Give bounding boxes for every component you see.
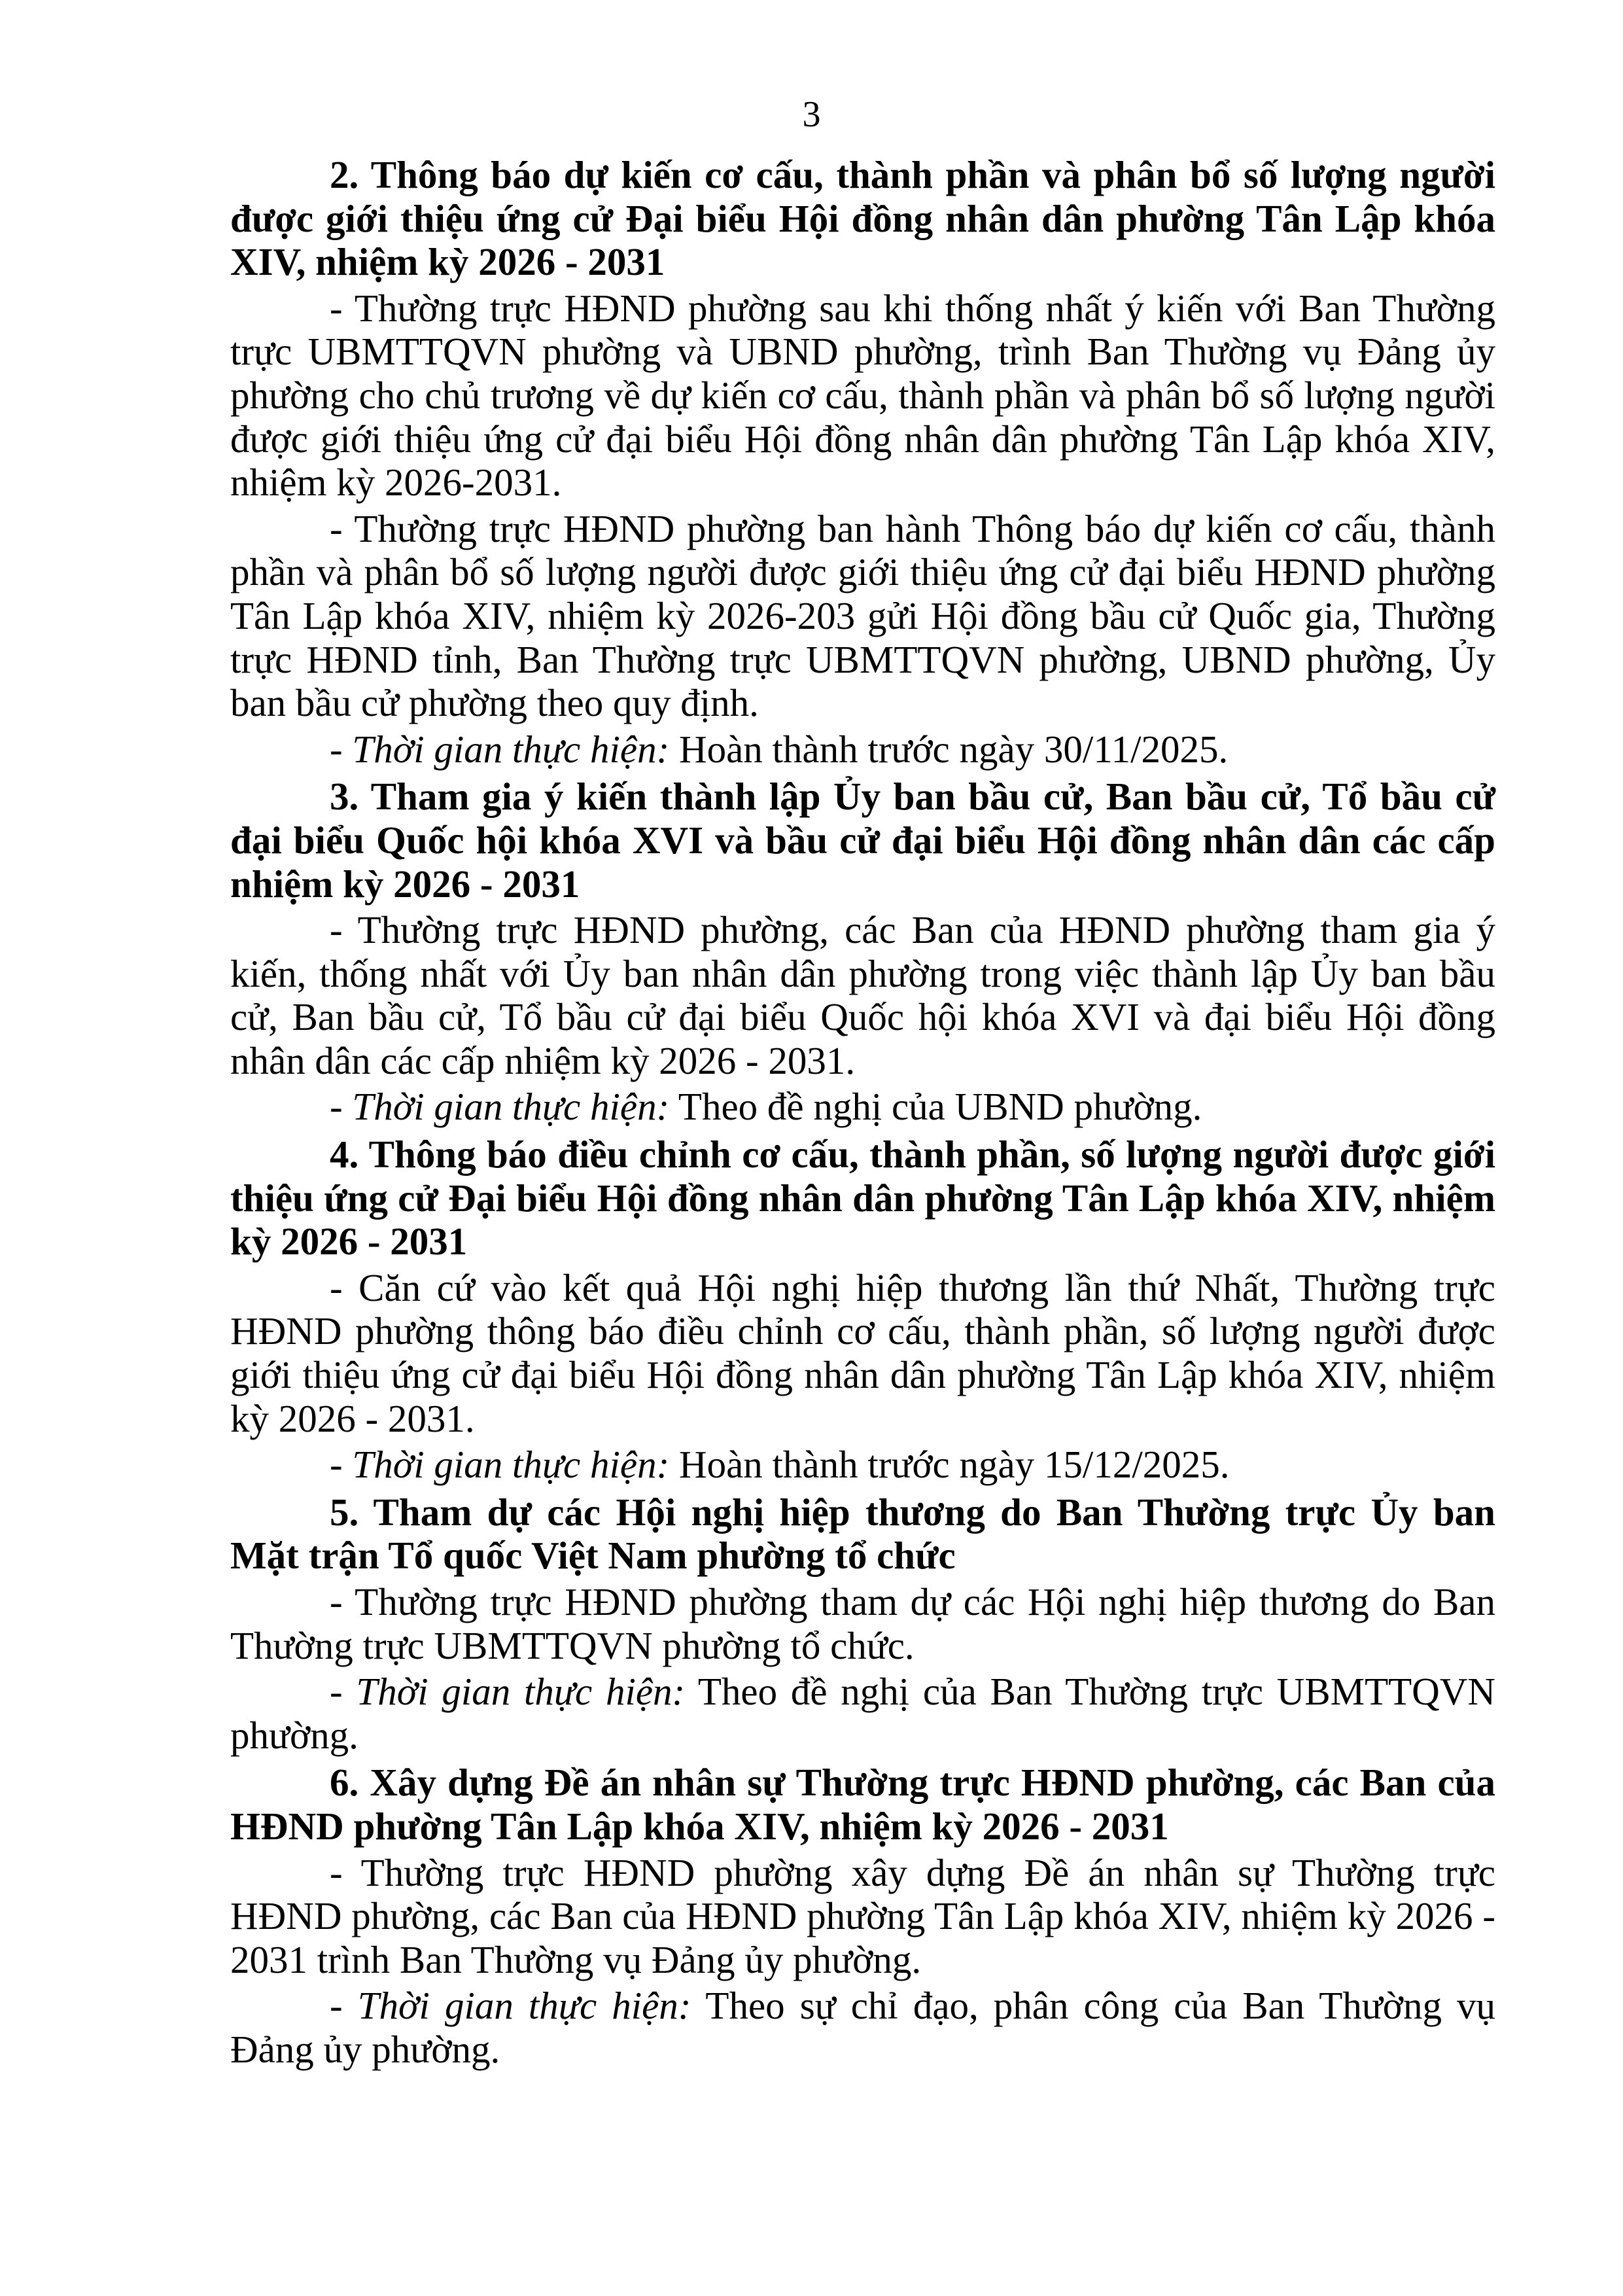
time-label: - Thời gian thực hiện: — [330, 1443, 670, 1487]
time-line — [230, 728, 1495, 771]
section-paragraph: - Thường trực HĐND phường ban hành Thông báo dự kiến cơ cấu, thành phần và phân bổ số lượng người được giới thiệu ứng cử đại biểu HĐND phường Tân Lập khóa XIV, nhiệm kỳ 2026-203 gửi Hội đồng bầu cử Quốc gia, Thường trực HĐND tỉnh, Ban Thường trực UBMTTQVN phường, UBND phường, Ủy ban bầu cử phường theo quy định. — [230, 506, 1495, 725]
time-line — [230, 1085, 1495, 1129]
time-label: - Thời gian thực hiện: — [330, 1984, 691, 2028]
section-heading: 6. Xây dựng Đề án nhân sự Thường trực HĐND phường, các Ban của HĐND phường Tân Lập khóa XIV, nhiệm kỳ 2026 - 2031 — [230, 1761, 1495, 1848]
time-label: - Thời gian thực hiện: — [330, 1085, 670, 1129]
section-heading: 5. Tham dự các Hội nghị hiệp thương do Ban Thường trực Ủy ban Mặt trận Tổ quốc Việt Nam phường tổ chức — [230, 1490, 1495, 1578]
time-value: Theo sự chỉ đạo, phân công của Ban Thường vụ Đảng ủy phường. — [230, 1984, 1496, 2071]
time-line — [230, 1670, 1495, 1757]
time-value: Hoàn thành trước ngày 15/12/2025. — [669, 1443, 1230, 1487]
time-value: Hoàn thành trước ngày 30/11/2025. — [669, 727, 1229, 771]
section-paragraph: - Thường trực HĐND phường, các Ban của HĐND phường tham gia ý kiến, thống nhất với Ủy ban nhân dân phường trong việc thành lập Ủy ban bầu cử, Ban bầu cử, Tổ bầu cử đại biểu Quốc hội khóa XVI và đại biểu Hội đồng nhân dân các cấp nhiệm kỳ 2026 - 2031. — [230, 908, 1495, 1082]
section-5 — [230, 1491, 1495, 1757]
section-3 — [230, 775, 1495, 1129]
time-line — [230, 1443, 1495, 1487]
time-value: Theo đề nghị của UBND phường. — [669, 1085, 1202, 1129]
section-heading: 2. Thông báo dự kiến cơ cấu, thành phần và phân bổ số lượng người được giới thiệu ứng cử Đại biểu Hội đồng nhân dân phường Tân Lập khóa XIV, nhiệm kỳ 2026 - 2031 — [230, 153, 1495, 284]
section-heading: 3. Tham gia ý kiến thành lập Ủy ban bầu cử, Ban bầu cử, Tổ bầu cử đại biểu Quốc hội khóa XVI và bầu cử đại biểu Hội đồng nhân dân các cấp nhiệm kỳ 2026 - 2031 — [230, 775, 1495, 906]
document-body — [230, 150, 1495, 2075]
section-paragraph: - Thường trực HĐND phường tham dự các Hội nghị hiệp thương do Ban Thường trực UBMTTQVN phường tổ chức. — [230, 1580, 1495, 1667]
time-label: - Thời gian thực hiện: — [330, 727, 670, 771]
time-label: - Thời gian thực hiện: — [330, 1670, 686, 1714]
section-4 — [230, 1133, 1495, 1487]
section-paragraph: - Thường trực HĐND phường xây dựng Đề án nhân sự Thường trực HĐND phường, các Ban của HĐND phường Tân Lập khóa XIV, nhiệm kỳ 2026 - 2031 trình Ban Thường vụ Đảng ủy phường. — [230, 1850, 1495, 1981]
section-2 — [230, 153, 1495, 771]
time-line — [230, 1984, 1495, 2071]
section-heading: 4. Thông báo điều chỉnh cơ cấu, thành phần, số lượng người được giới thiệu ứng cử Đại biểu Hội đồng nhân dân phường Tân Lập khóa XIV, nhiệm kỳ 2026 - 2031 — [230, 1133, 1495, 1263]
section-paragraph: - Thường trực HĐND phường sau khi thống nhất ý kiến với Ban Thường trực UBMTTQVN phường và UBND phường, trình Ban Thường vụ Đảng ủy phường cho chủ trương về dự kiến cơ cấu, thành phần và phân bổ số lượng người được giới thiệu ứng cử đại biểu Hội đồng nhân dân phường Tân Lập khóa XIV, nhiệm kỳ 2026-2031. — [230, 286, 1495, 504]
time-value: Theo đề nghị của Ban Thường trực UBMTTQVN phường. — [230, 1670, 1495, 1757]
section-6 — [230, 1761, 1495, 2071]
page-number: 3 — [802, 94, 821, 135]
section-paragraph: - Căn cứ vào kết quả Hội nghị hiệp thương lần thứ Nhất, Thường trực HĐND phường thông báo điều chỉnh cơ cấu, thành phần, số lượng người được giới thiệu ứng cử đại biểu Hội đồng nhân dân phường Tân Lập khóa XIV, nhiệm kỳ 2026 - 2031. — [230, 1265, 1495, 1440]
